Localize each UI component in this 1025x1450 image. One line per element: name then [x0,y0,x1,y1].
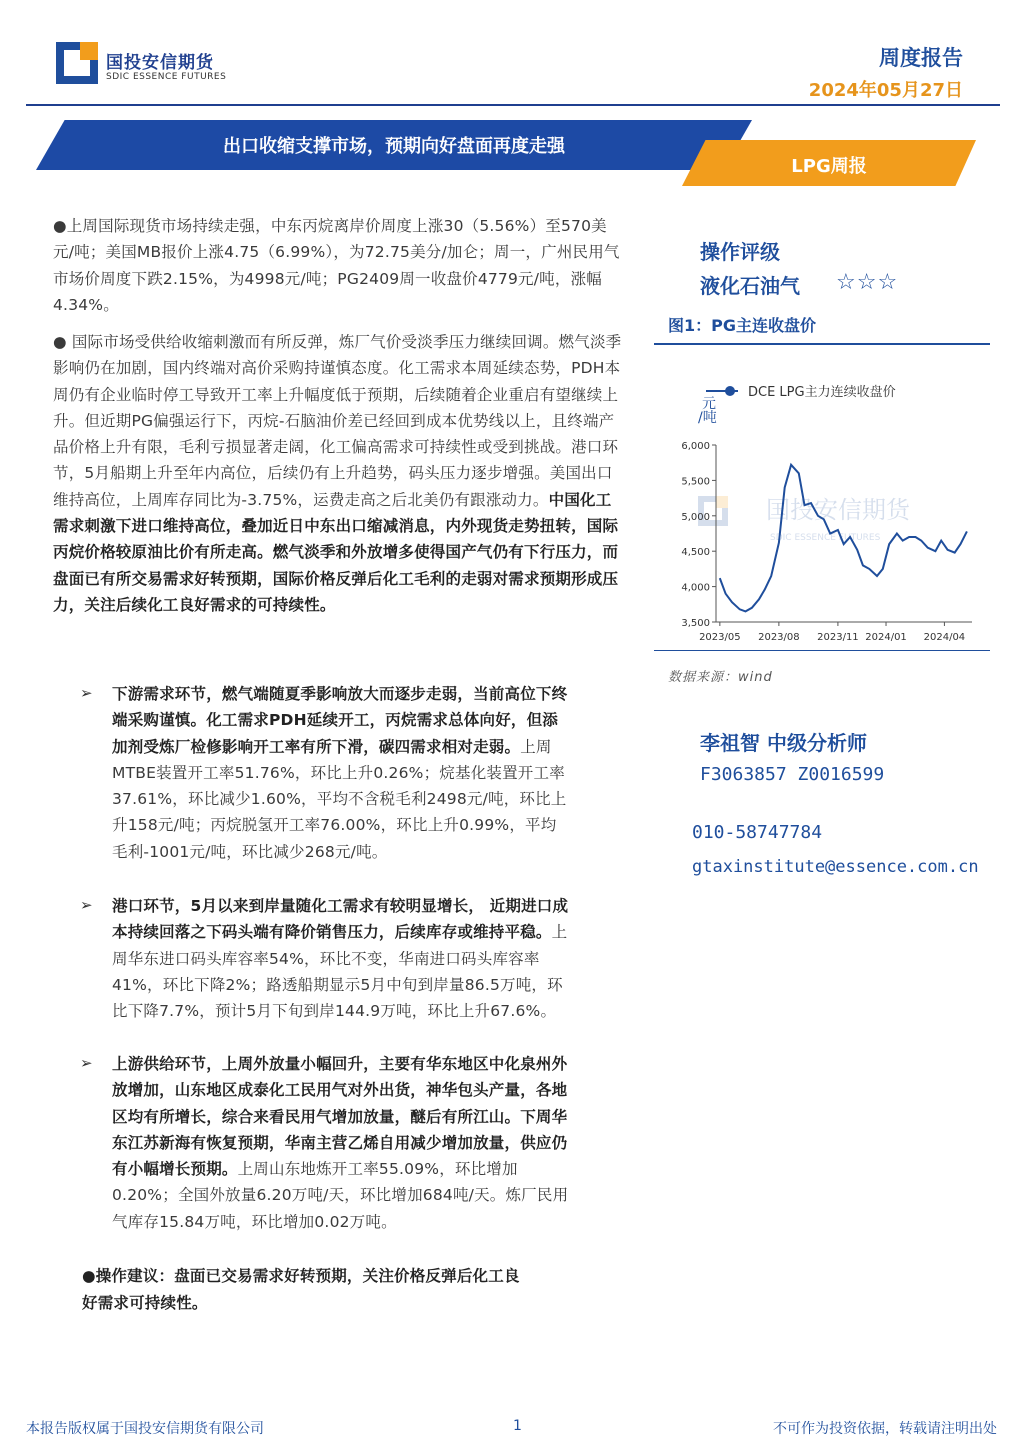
rating-stars-icon: ☆☆☆ [836,270,899,295]
x-tick-label: 2023/08 [758,632,800,643]
bullet-arrow-icon: ➢ [80,896,93,914]
y-tick-label: 6,000 [681,441,710,452]
figure-bottom-rule [654,650,990,651]
analyst-name: 李祖智 中级分析师 [700,731,867,755]
bullet-arrow-icon: ➢ [80,1054,93,1072]
price-chart [654,348,990,648]
footer-copyright: 本报告版权属于国投安信期货有限公司 [26,1421,264,1437]
logo-text: 国投安信期货 [106,53,214,73]
analysis-highlight: 中国化工需求刺激下进口维持高位，叠加近日中东出口缩减消息，内外现货走势扭转，国际丙烷价格较原油比价有所走高。燃气淡季和外放增多使得国产气仍有下行压力，而盘面已有所交易需求好转预期，国际价格反弹后化工毛利的走弱对需求预期形成压力，关注后续化工良好需求的可持续性。 [53,490,619,614]
x-tick-label: 2024/04 [923,632,966,643]
analysis-text: ● 国际市场受供给收缩刺激而有所反弹，炼厂气价受淡季压力继续回调。燃气淡季影响仍在加剧，国内终端对高价采购持谨慎态度。化工需求本周延续态势，PDH本周仍有企业临时停工导致开工率上升幅度低于预期，后续随着企业重启有望继续上升。但近期PG偏强运行下，丙烷-石脑油价差已经回到成本优势线以上，且终端产品价格上升有限，毛利亏损显著走阔，化工偏高需求可持续性或受到挑战。港口环节，5月船期上升至年内高位，后续仍有上升趋势，码头压力逐步增强。美国出口维持高位，上周库存同比为-3.75%，运费走高之后北美仍有跟涨动力。 [53,333,622,509]
demand-text: 上周MTBE装置开工率51.76%，环比上升0.26%；烷基化装置开工率37.61%，环比减少1.60%，平均不含税毛利2498元/吨，环比上升158元/吨；丙烷脱氢开工率76.00%，环比上升0.99%，平均毛利-1001元/吨，环比减少268元/吨。 [112,737,567,861]
watermark-subtext: SDIC ESSENCE FUTURES [770,533,881,543]
conclusion-line-1: ●操作建议：盘面已交易需求好转预期，关注价格反弹后化工良 [82,1267,520,1285]
port-highlight: 港口环节，5月以来到岸量随化工需求有较明显增长， 近期进口成本持续回落之下码头端有降价销售压力，后续库存或维持平稳。 [112,897,569,942]
report-type: 周度报告 [879,46,963,70]
header-divider [26,104,1000,106]
logo-icon [56,42,98,84]
supply-highlight: 上游供给环节，上周外放量小幅回升，主要有华东地区中化泉州外放增加，山东地区成泰化工民用气对外出货，神华包头产量，各地区均有所增长，综合来看民用气增加放量，醚后有所江山。下周华东江苏新海有恢复预期，华南主营乙烯自用减少增加放量，供应仍有小幅增长预期。 [112,1055,568,1179]
port-section [112,893,570,1024]
conclusion-line-2: 好需求可持续性。 [82,1294,208,1312]
footer-disclaimer: 不可作为投资依据，转载请注明出处 [773,1421,997,1437]
figure-title: 图1：PG主连收盘价 [668,316,816,335]
figure-top-rule [654,343,990,345]
logo-subtext: SDIC ESSENCE FUTURES [106,72,227,82]
bullet-arrow-icon: ➢ [80,684,93,702]
x-tick-label: 2023/05 [699,632,741,643]
x-tick-label: 2023/11 [817,632,859,643]
report-tag: LPG周报 [791,156,867,177]
watermark-text: 国投安信期货 [766,496,910,524]
supply-section [112,1051,570,1235]
demand-section [112,681,570,865]
contact-email: gtaxinstitute@essence.com.cn [692,857,979,877]
y-tick-label: 4,000 [681,582,710,594]
y-tick-label: 5,000 [681,511,710,523]
y-axis-label-part1: 元 [702,396,716,412]
demand-highlight: 下游需求环节，燃气端随夏季影响放大而逐步走弱，当前高位下终端采购谨慎。化工需求PDH延续开工，丙烷需求总体向好，但添加剂受炼厂检修影响开工率有所下滑，碳四需求相对走弱。 [112,685,568,756]
analyst-license: F3063857 Z0016599 [700,764,885,785]
page-number: 1 [513,1418,522,1434]
x-tick-label: 2024/01 [865,632,907,643]
report-title: 出口收缩支撑市场，预期向好盘面再度走强 [223,136,565,157]
analysis-paragraph [53,329,623,618]
contact-phone: 010-58747784 [692,822,823,843]
rating-title: 操作评级 [700,240,780,264]
y-tick-label: 4,500 [681,547,710,559]
market-summary-text: ●上周国际现货市场持续走强，中东丙烷离岸价周度上涨30（5.56%）至570美元/吨；美国MB报价上涨4.75（6.99%），为72.75美分/加仑；周一，广州民用气市场价周度下跌2.15%，为4998元/吨；PG2409周一收盘价4779元/吨，涨幅4.34%。 [53,217,620,314]
legend-marker [725,386,735,396]
data-source: 数据来源：wind [668,670,773,685]
y-axis-label-part2: /吨 [698,410,717,426]
market-summary-paragraph [53,213,623,318]
y-tick-label: 5,500 [681,476,710,488]
legend-label: DCE LPG主力连续收盘价 [748,385,896,400]
supply-text: 上周山东地炼开工率55.09%，环比增加0.20%；全国外放量6.20万吨/天，环比增加684吨/天。炼厂民用气库存15.84万吨，环比增加0.02万吨。 [112,1160,569,1231]
rating-product: 液化石油气 [700,274,800,298]
y-tick-label: 3,500 [681,618,710,629]
port-text: 上周华东进口码头库容率54%，环比不变，华南进口码头库容率41%，环比下降2%；路透船期显示5月中旬到岸量86.5万吨，环比下降7.7%，预计5月下旬到岸144.9万吨，环比上升67.6%。 [112,923,568,1021]
report-date: 2024年05月27日 [808,80,963,101]
